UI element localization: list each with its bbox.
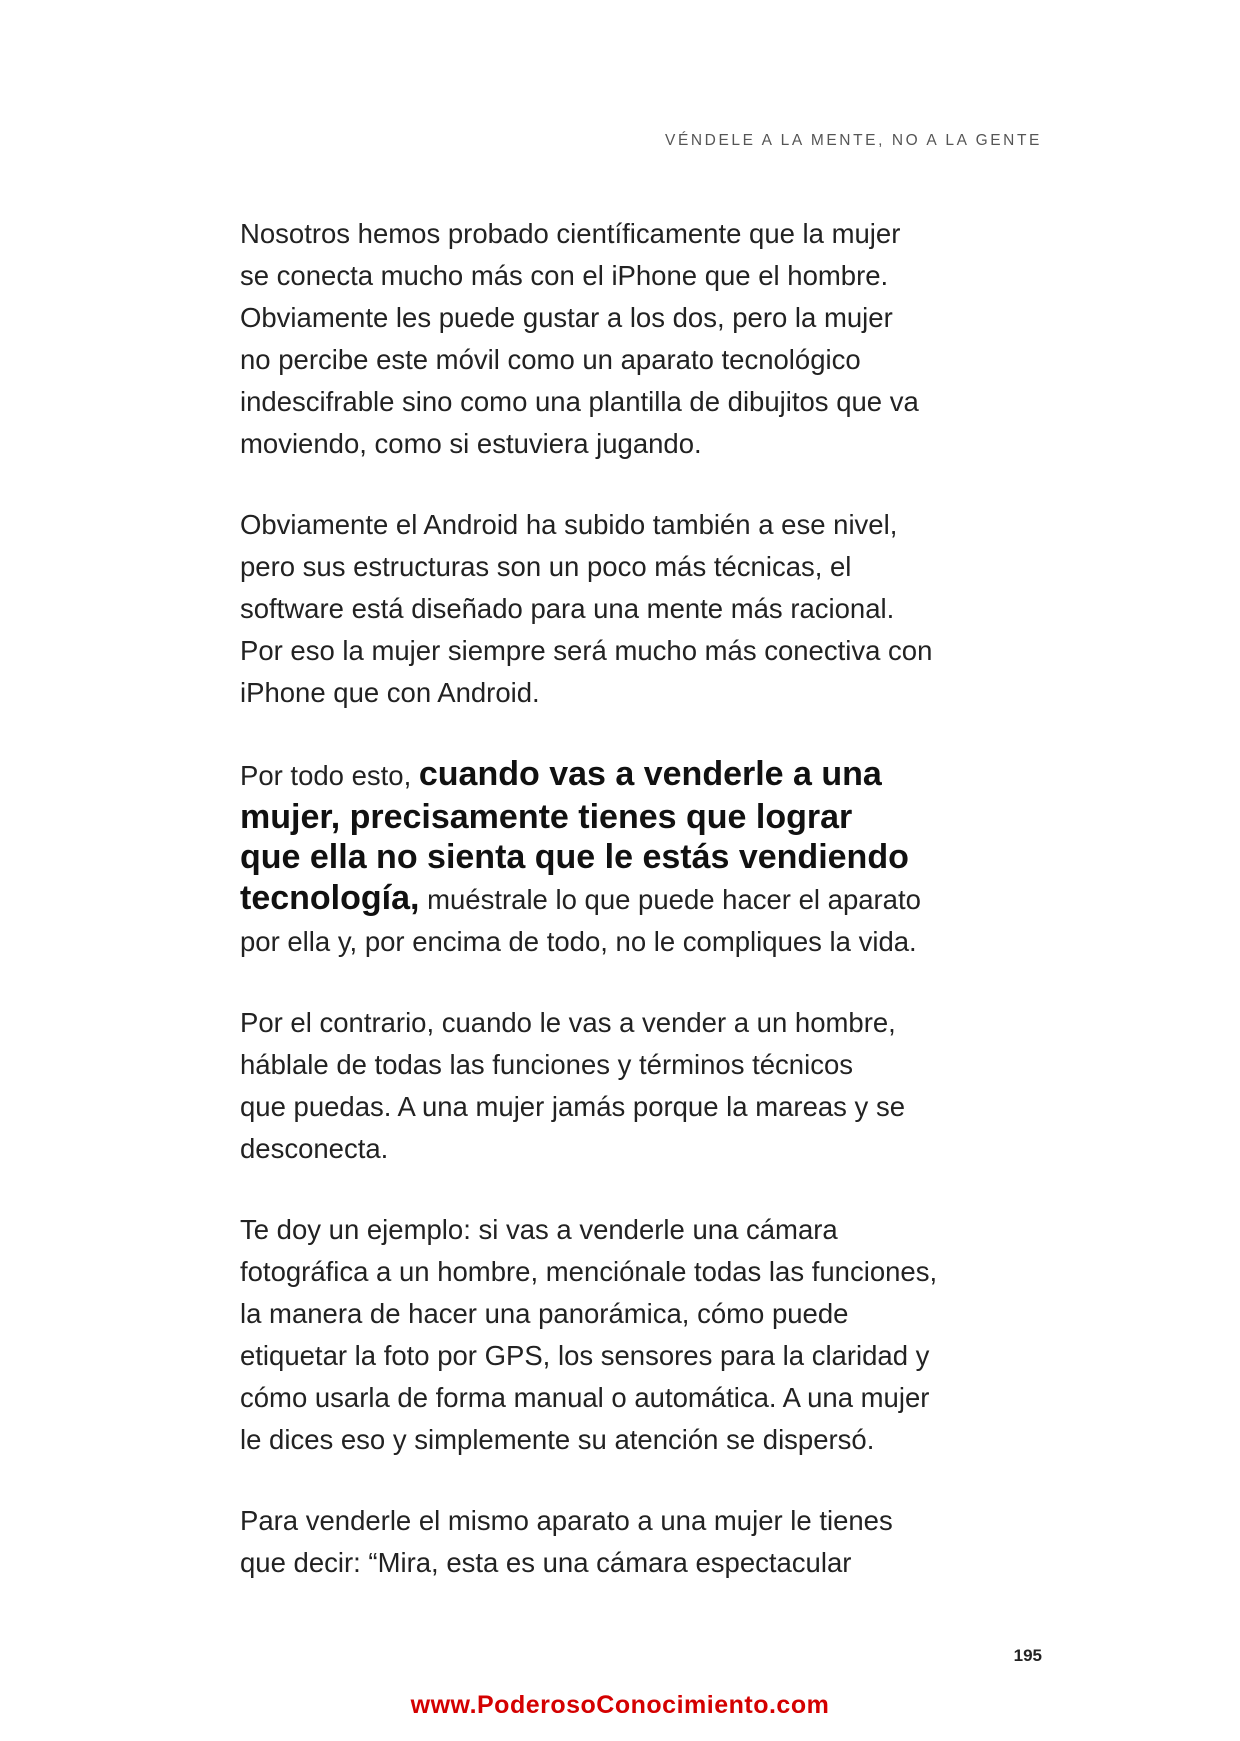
text-line: Te doy un ejemplo: si vas a venderle una cámara — [240, 1214, 838, 1245]
text-line — [240, 753, 1090, 797]
emphasis-line: que ella no sienta que le estás vendiendo — [240, 838, 909, 876]
watermark-link[interactable]: www.PoderosoConocimiento.com — [410, 1691, 830, 1719]
emphasis-text: tecnología, — [240, 879, 420, 917]
text-line — [240, 877, 1090, 921]
text-line: Por el contrario, cuando le vas a vender a un hombre, — [240, 1007, 896, 1038]
text-line: Nosotros hemos probado científicamente que la mujer — [240, 218, 901, 249]
running-header: VÉNDELE A LA MENTE, NO A LA GENTE — [665, 132, 1042, 149]
text-line: la manera de hacer una panorámica, cómo puede — [240, 1298, 849, 1329]
paragraph-6 — [240, 1500, 1090, 1584]
text-line: iPhone que con Android. — [240, 677, 540, 708]
text-line: software está diseñado para una mente más racional. — [240, 593, 895, 624]
text-line: Obviamente el Android ha subido también a ese nivel, — [240, 509, 898, 540]
paragraph-1 — [240, 213, 1090, 465]
text-line: indescifrable sino como una plantilla de dibujitos que va — [240, 386, 919, 417]
text-line: fotográfica a un hombre, menciónale todas las funciones, — [240, 1256, 938, 1287]
paragraph-3 — [240, 753, 1090, 963]
text-line: etiquetar la foto por GPS, los sensores para la claridad y — [240, 1340, 930, 1371]
text-line: háblale de todas las funciones y términos técnicos — [240, 1049, 853, 1080]
paragraph-4 — [240, 1002, 1090, 1170]
intro-text: Por todo esto, — [240, 760, 419, 791]
text-line: se conecta mucho más con el iPhone que el hombre. — [240, 260, 889, 291]
text-line: moviendo, como si estuviera jugando. — [240, 428, 702, 459]
text-line: Para venderle el mismo aparato a una mujer le tienes — [240, 1505, 893, 1536]
text-column — [240, 213, 1090, 1623]
emphasis-text: cuando vas a venderle a una — [418, 755, 882, 793]
paragraph-5 — [240, 1209, 1090, 1461]
text-line: le dices eso y simplemente su atención se dispersó. — [240, 1424, 875, 1455]
text-line: no percibe este móvil como un aparato tecnológico — [240, 344, 861, 375]
text-line: que puedas. A una mujer jamás porque la mareas y se — [240, 1091, 905, 1122]
text-line: por ella y, por encima de todo, no le compliques la vida. — [240, 926, 917, 957]
text-line: que decir: “Mira, esta es una cámara espectacular — [240, 1547, 852, 1578]
continuation-text: muéstrale lo que puede hacer el aparato — [419, 884, 921, 915]
text-line: cómo usarla de forma manual o automática. A una mujer — [240, 1382, 930, 1413]
text-line: Por eso la mujer siempre será mucho más conectiva con — [240, 635, 933, 666]
paragraph-2 — [240, 504, 1090, 714]
text-line: desconecta. — [240, 1133, 389, 1164]
text-line: pero sus estructuras son un poco más técnicas, el — [240, 551, 852, 582]
text-line: Obviamente les puede gustar a los dos, pero la mujer — [240, 302, 893, 333]
emphasis-line: mujer, precisamente tienes que lograr — [240, 798, 853, 836]
page-number: 195 — [1013, 1646, 1042, 1665]
